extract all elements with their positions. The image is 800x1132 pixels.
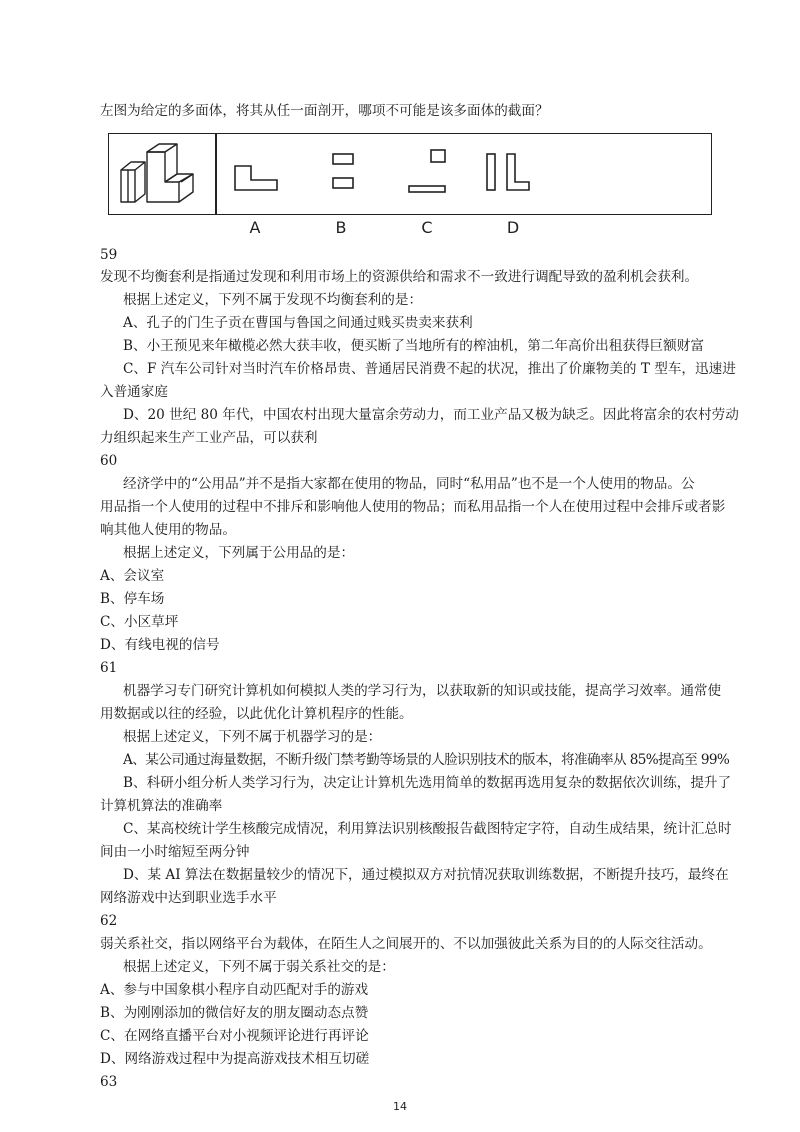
q59-definition: 发现不均衡套利是指通过发现和利用市场上的资源供给和需求不一致进行调配导致的盈利机会获利。 xyxy=(100,269,699,285)
q62-definition: 弱关系社交，指以网络平台为载体，在陌生人之间展开的、不以加强彼此关系为目的的人际交往活动。 xyxy=(100,936,712,952)
q60-definition-3: 响其他人使用的物品。 xyxy=(100,522,236,538)
option-d-shape-bar xyxy=(487,154,495,190)
q59-option-d-cont: 力组织起来生产工业产品，可以获利 xyxy=(100,430,318,446)
q58-figure xyxy=(108,133,712,215)
q62-question: 根据上述定义，下列不属于弱关系社交的是： xyxy=(123,959,395,975)
option-b-label: B xyxy=(335,218,347,237)
q60-definition-1: 经济学中的“公用品”并不是指大家都在使用的物品，同时“私用品”也不是一个人使用的物品。公 xyxy=(123,476,695,492)
option-b-shape-bottom xyxy=(333,178,353,188)
q61-option-b: B、科研小组分析人类学习行为，决定让计算机先选用简单的数据再选用复杂的数据依次训练，提升了 xyxy=(123,775,732,791)
option-c-shape-top xyxy=(431,150,445,162)
q59-option-a: A、孔子的门生子贡在曹国与鲁国之间通过贱买贵卖来获利 xyxy=(123,315,473,331)
q59-option-c: C、F 汽车公司针对当时汽车价格昂贵、普通居民消费不起的状况，推出了价廉物美的 T 型车，迅速进 xyxy=(123,361,736,377)
q62-number: 62 xyxy=(100,913,118,929)
q60-option-d: D、有线电视的信号 xyxy=(100,637,220,653)
q63-number: 63 xyxy=(100,1074,118,1090)
q62-option-c: C、在网络直播平台对小视频评论进行再评论 xyxy=(100,1028,369,1044)
q60-option-a: A、会议室 xyxy=(100,568,165,584)
q58-prompt: 左图为给定的多面体，将其从任一面剖开，哪项不可能是该多面体的截面？ xyxy=(100,103,549,119)
q59-number: 59 xyxy=(100,247,118,263)
q62-option-b: B、为刚刚添加的微信好友的朋友圈动态点赞 xyxy=(100,1005,369,1021)
q59-question: 根据上述定义，下列不属于发现不均衡套利的是： xyxy=(123,292,423,308)
q61-definition-2: 用数据或以往的经验，以此优化计算机程序的性能。 xyxy=(100,706,413,722)
section-options-shapes xyxy=(109,134,713,216)
option-b-shape-top xyxy=(333,154,353,164)
option-a-label: A xyxy=(249,218,261,237)
q59-option-b: B、小王预见来年橄榄必然大获丰收，便买断了当地所有的榨油机，第二年高价出租获得巨额财富 xyxy=(123,338,704,354)
page-number: 14 xyxy=(393,1100,407,1113)
q59-option-c-cont: 入普通家庭 xyxy=(100,384,168,400)
q61-option-c-cont: 间由一小时缩短至两分钟 xyxy=(100,844,250,860)
option-d-shape-l xyxy=(507,154,529,190)
option-c-label: C xyxy=(421,218,433,237)
q61-definition-1: 机器学习专门研究计算机如何模拟人类的学习行为，以获取新的知识或技能，提高学习效率。通常使 xyxy=(123,683,722,699)
option-a-shape xyxy=(235,166,277,190)
q60-option-b: B、停车场 xyxy=(100,591,165,607)
q62-option-a: A、参与中国象棋小程序自动匹配对手的游戏 xyxy=(100,982,369,998)
q61-option-d: D、某 AI 算法在数据量较少的情况下，通过模拟双方对抗情况获取训练数据，不断提升技巧，最终在 xyxy=(123,867,729,883)
q61-option-a: A、某公司通过海量数据，不断升级门禁考勤等场景的人脸识别技术的版本，将准确率从 85%提高至 99% xyxy=(123,752,730,768)
q62-option-d: D、网络游戏过程中为提高游戏技术相互切磋 xyxy=(100,1051,370,1067)
option-d-label: D xyxy=(506,218,520,237)
q59-option-d: D、20 世纪 80 年代，中国农村出现大量富余劳动力，而工业产品又极为缺乏。因此将富余的农村劳动 xyxy=(123,407,739,423)
q61-number: 61 xyxy=(100,660,118,676)
q61-question: 根据上述定义，下列不属于机器学习的是： xyxy=(123,729,382,745)
q60-number: 60 xyxy=(100,453,118,469)
q61-option-c: C、某高校统计学生核酸完成情况，利用算法识别核酸报告截图特定字符，自动生成结果，统计汇总时 xyxy=(123,821,732,837)
q60-definition-2: 用品指一个人使用的过程中不排斥和影响他人使用的物品；而私用品指一个人在使用过程中会排斥或者影 xyxy=(100,499,726,515)
q61-option-b-cont: 计算机算法的准确率 xyxy=(100,798,223,814)
option-c-shape-bar xyxy=(409,186,445,192)
q60-option-c: C、小区草坪 xyxy=(100,614,179,630)
q60-question: 根据上述定义，下列属于公用品的是： xyxy=(123,545,355,561)
q61-option-d-cont: 网络游戏中达到职业选手水平 xyxy=(100,890,277,906)
